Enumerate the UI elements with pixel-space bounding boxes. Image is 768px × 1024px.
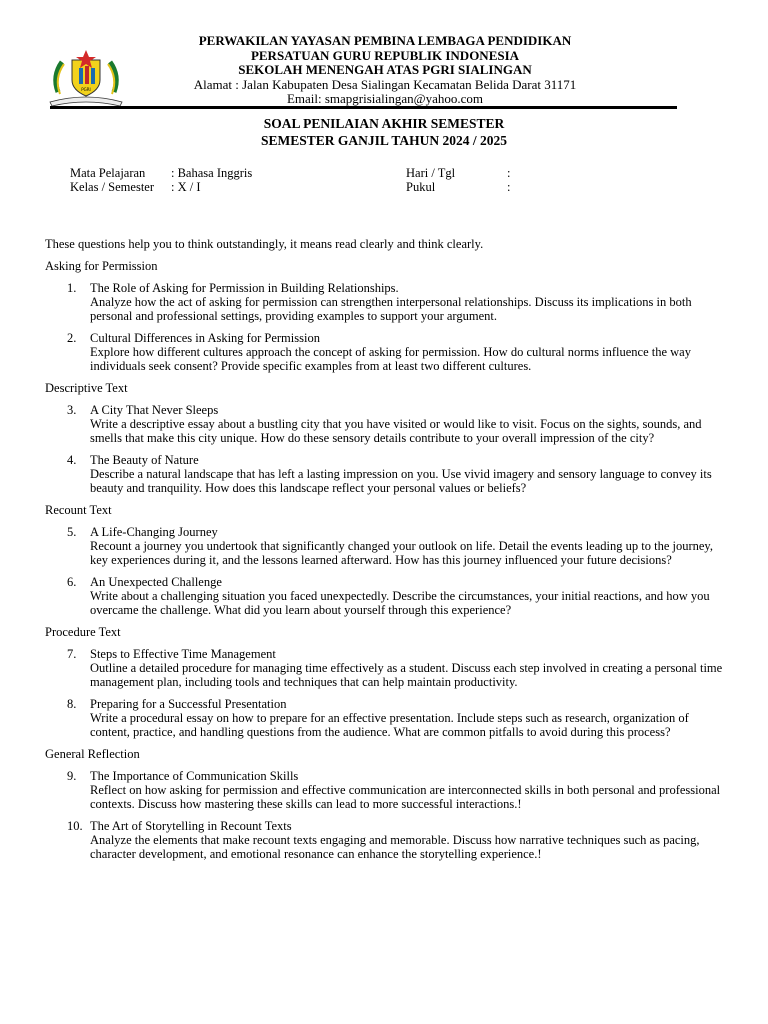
- school-name: SEKOLAH MENENGAH ATAS PGRI SIALINGAN: [238, 62, 532, 77]
- question-item: [45, 403, 725, 445]
- question-number: 1.: [67, 281, 77, 295]
- question-number: 3.: [67, 403, 77, 417]
- class-row: [70, 180, 201, 194]
- day-row: [406, 166, 510, 180]
- day-label: Hari / Tgl: [406, 166, 456, 180]
- header-divider: [50, 106, 677, 109]
- question-number: 7.: [67, 647, 77, 661]
- org-line-2: PERSATUAN GURU REPUBLIK INDONESIA: [250, 47, 520, 63]
- exam-semester: SEMESTER GANJIL TAHUN 2024 / 2025: [261, 133, 507, 148]
- question-title: A City That Never Sleeps: [90, 403, 219, 417]
- question-number: 4.: [67, 453, 77, 467]
- question-item: [45, 453, 725, 495]
- section-title: Asking for Permission: [45, 259, 158, 273]
- question-item: [45, 575, 725, 617]
- question-body: Write a procedural essay on how to prepare for an effective presentation. Include steps such as research, organization of content, practice, and handling questions from the audience. What are common pitfalls to avoid during this process?: [90, 711, 689, 739]
- question-title: Cultural Differences in Asking for Permission: [90, 331, 320, 345]
- question-title: Preparing for a Successful Presentation: [90, 697, 287, 711]
- exam-title: SOAL PENILAIAN AKHIR SEMESTER: [263, 116, 505, 131]
- time-value: :: [507, 180, 511, 194]
- time-label: Pukul: [406, 180, 436, 194]
- subject-label: Mata Pelajaran: [70, 166, 146, 180]
- org-line-1: PERWAKILAN YAYASAN PEMBINA LEMBAGA PENDIDIKAN: [198, 33, 572, 48]
- question-title: The Beauty of Nature: [90, 453, 199, 467]
- class-label: Kelas / Semester: [70, 180, 155, 194]
- section-title: General Reflection: [45, 747, 140, 761]
- section-title: Recount Text: [45, 503, 112, 517]
- question-item: [45, 697, 725, 739]
- question-title: A Life-Changing Journey: [90, 525, 218, 539]
- intro-text: These questions help you to think outstandingly, it means read clearly and think clearly.: [45, 237, 484, 251]
- question-body: Outline a detailed procedure for managing time effectively as a student. Discuss each step involved in creating a personal time management plan, including tools and techniques that can help maintain productivity.: [90, 661, 723, 689]
- svg-text:PGRI: PGRI: [81, 87, 91, 92]
- question-item: [45, 525, 725, 567]
- question-body: Analyze the elements that make recount texts engaging and memorable. Discuss how narrative techniques such as pacing, character development, and emotional resonance can enhance the storytelling experience.!: [90, 833, 700, 861]
- school-address: Alamat : Jalan Kabupaten Desa Sialingan Kecamatan Belida Darat 31171: [193, 76, 577, 92]
- question-number: 10.: [67, 819, 83, 833]
- subject-value: : Bahasa Inggris: [171, 166, 253, 180]
- letterhead: [40, 30, 680, 110]
- question-title: Steps to Effective Time Management: [90, 647, 276, 661]
- question-number: 2.: [67, 331, 77, 345]
- letterhead-text: [140, 34, 630, 107]
- school-email: Email: smapgrisialingan@yahoo.com: [286, 91, 484, 106]
- question-item: [45, 331, 725, 373]
- exam-content: [45, 237, 725, 869]
- class-value: : X / I: [171, 180, 201, 194]
- question-title: An Unexpected Challenge: [90, 575, 222, 589]
- school-logo: [48, 48, 124, 108]
- question-body: Describe a natural landscape that has left a lasting impression on you. Use vivid imagery and sensory language to convey its beauty and tranquility. How does this landscape reflect your personal values or beliefs?: [90, 467, 712, 495]
- question-body: Recount a journey you undertook that significantly changed your outlook on life. Detail the events leading up to the journey, key experiences during it, and the lessons learned afterward. How has this journey influenced your future decisions?: [90, 539, 713, 567]
- section-title: Procedure Text: [45, 625, 121, 639]
- question-number: 5.: [67, 525, 77, 539]
- question-body: Write a descriptive essay about a bustling city that you have visited or would like to visit. Focus on the sights, sounds, and smells that make this city unique. How do these sensory details contribute to your overall impression of the city?: [90, 417, 702, 445]
- question-title: The Role of Asking for Permission in Building Relationships.: [90, 281, 399, 295]
- question-body: Write about a challenging situation you faced unexpectedly. Describe the circumstances, your initial reactions, and how you overcame the challenge. What did you learn about yourself through this experience?: [90, 589, 710, 617]
- question-item: [45, 819, 725, 861]
- question-body: Analyze how the act of asking for permission can strengthen interpersonal relationships. Discuss its implications in both personal and professional settings, providing examples to support your argument.: [90, 295, 692, 323]
- question-title: The Art of Storytelling in Recount Texts: [90, 819, 292, 833]
- subject-row: [70, 166, 252, 180]
- question-item: [45, 281, 725, 323]
- question-item: [45, 769, 725, 811]
- section-title: Descriptive Text: [45, 381, 128, 395]
- question-body: Reflect on how asking for permission and effective communication are interconnected skills in both personal and professional contexts. Discuss how mastering these skills can lead to more successful interactions.!: [90, 783, 721, 811]
- question-number: 9.: [67, 769, 77, 783]
- question-item: [45, 647, 725, 689]
- day-value: :: [507, 166, 511, 180]
- question-number: 6.: [67, 575, 77, 589]
- question-title: The Importance of Communication Skills: [90, 769, 299, 783]
- question-number: 8.: [67, 697, 77, 711]
- question-body: Explore how different cultures approach the concept of asking for permission. How do cultural norms influence the way individuals seek consent? Provide specific examples from at least two different cultures.: [90, 345, 691, 373]
- time-row: [406, 180, 510, 194]
